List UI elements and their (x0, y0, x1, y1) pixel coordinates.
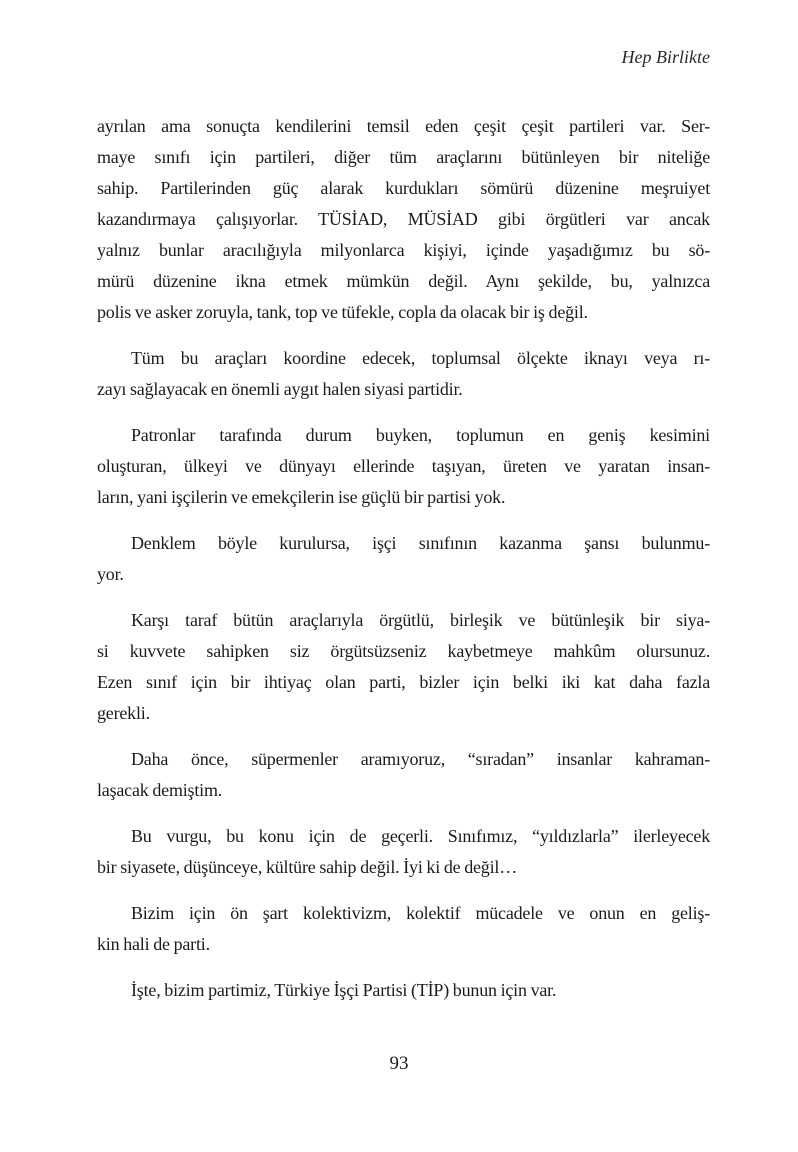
text-line: yor. (97, 564, 124, 584)
text-line: laşacak demiştim. (97, 780, 223, 800)
paragraph (97, 605, 710, 729)
page-number: 93 (389, 1053, 409, 1074)
text-line: mürü düzenine ikna etmek mümkün değil. Aynı şekilde, bu, yalnızca (97, 271, 710, 291)
paragraph (97, 975, 710, 1006)
text-line: gerekli. (97, 703, 150, 723)
text-line: Bu vurgu, bu konu için de geçerli. Sınıfımız, “yıldızlarla” ilerleyecek (131, 826, 710, 846)
paragraph (97, 821, 710, 883)
paragraph (97, 528, 710, 590)
running-header: Hep Birlikte (621, 47, 710, 67)
body-text (97, 111, 710, 1006)
text-line: ların, yani işçilerin ve emekçilerin ise güçlü bir partisi yok. (97, 487, 506, 507)
paragraph (97, 898, 710, 960)
text-line: Patronlar tarafında durum buyken, toplumun en geniş kesimini (131, 425, 710, 445)
text-line: Ezen sınıf için bir ihtiyaç olan parti, bizler için belki iki kat daha fazla (97, 672, 710, 692)
text-line: oluşturan, ülkeyi ve dünyayı ellerinde taşıyan, üreten ve yaratan insan- (97, 456, 710, 476)
text-line: sahip. Partilerinden güç alarak kurdukları sömürü düzenine meşruiyet (97, 178, 710, 198)
text-line: Bizim için ön şart kolektivizm, kolektif mücadele ve onun en geliş- (131, 903, 710, 923)
text-line: kin hali de parti. (97, 934, 210, 954)
text-line: Tüm bu araçları koordine edecek, toplumsal ölçekte iknayı veya rı- (131, 348, 710, 368)
paragraph (97, 111, 710, 328)
text-line: Karşı taraf bütün araçlarıyla örgütlü, birleşik ve bütünleşik bir siya- (131, 610, 710, 630)
text-line: İşte, bizim partimiz, Türkiye İşçi Partisi (TİP) bunun için var. (131, 980, 557, 1000)
text-line: Daha önce, süpermenler aramıyoruz, “sıradan” insanlar kahraman- (131, 749, 710, 769)
text-line: zayı sağlayacak en önemli aygıt halen siyasi partidir. (97, 379, 463, 399)
text-line: ayrılan ama sonuçta kendilerini temsil eden çeşit çeşit partileri var. Ser- (97, 116, 710, 136)
text-line: si kuvvete sahipken siz örgütsüzseniz kaybetmeye mahkûm olursunuz. (97, 641, 710, 661)
text-line: yalnız bunlar aracılığıyla milyonlarca kişiyi, içinde yaşadığımız bu sö- (97, 240, 710, 260)
text-line: maye sınıfı için partileri, diğer tüm araçlarını bütünleyen bir niteliğe (97, 147, 710, 167)
text-line: Denklem böyle kurulursa, işçi sınıfının kazanma şansı bulunmu- (131, 533, 710, 553)
text-line: bir siyasete, düşünceye, kültüre sahip değil. İyi ki de değil… (97, 857, 517, 877)
paragraph (97, 420, 710, 513)
text-line: polis ve asker zoruyla, tank, top ve tüfekle, copla da olacak bir iş değil. (97, 302, 588, 322)
paragraph (97, 744, 710, 806)
text-line: kazandırmaya çalışıyorlar. TÜSİAD, MÜSİAD gibi örgütleri var ancak (97, 209, 710, 229)
paragraph (97, 343, 710, 405)
